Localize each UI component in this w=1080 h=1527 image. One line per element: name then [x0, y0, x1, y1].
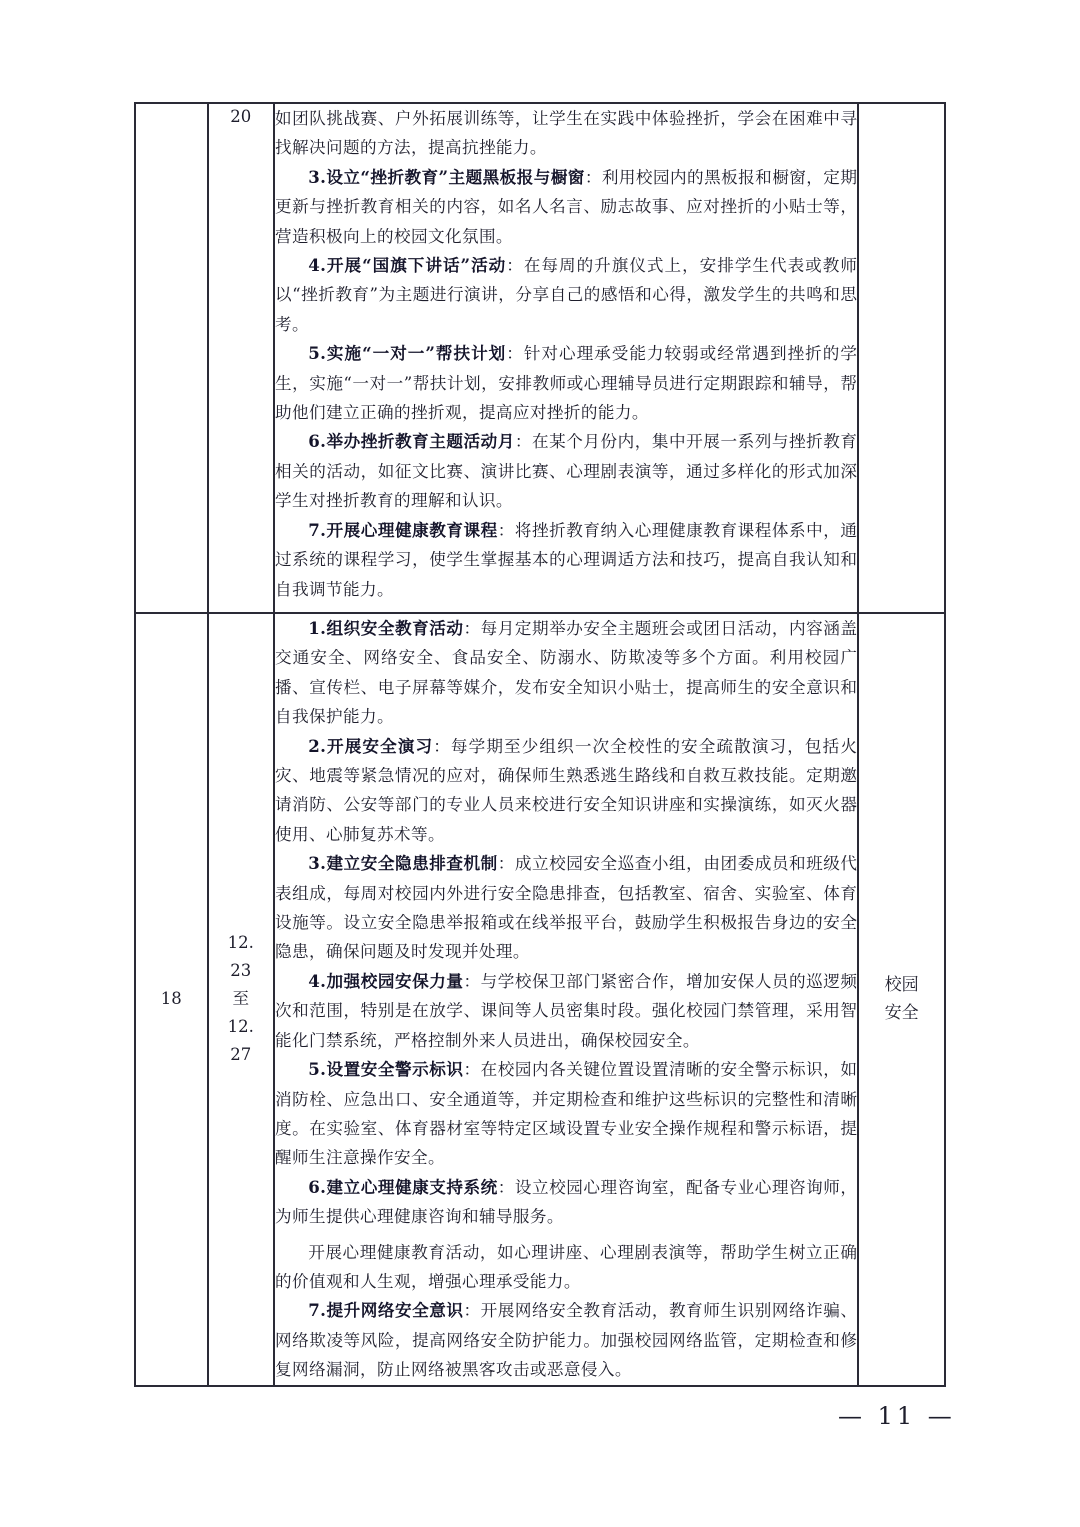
list-item — [275, 849, 857, 967]
table-row — [135, 613, 945, 1386]
item-title: 3.设立“挫折教育”主题黑板报与橱窗 — [308, 166, 585, 187]
date-line: 23 — [230, 961, 252, 981]
item-text: ：针对心理承受能力较弱或经常遇到挫折的学生，实施“一对一”帮扶计划，安排教师或心理辅导员进行定期跟踪和辅导，帮助他们建立正确的挫折观，提高应对挫折的能力。 — [275, 344, 858, 423]
item-text: 开展心理健康教育活动，如心理讲座、心理剧表演等，帮助学生树立正确的价值观和人生观，增强心理承受能力。 — [275, 1242, 858, 1291]
item-text: ：开展网络安全教育活动，教育师生识别网络诈骗、网络欺凌等风险，提高网络安全防护能力。加强校园网络监管，定期检查和修复网络漏洞，防止网络被黑客攻击或恶意侵入。 — [275, 1301, 858, 1380]
week-cell — [135, 103, 208, 613]
item-title: 2.开展安全演习 — [308, 735, 434, 756]
date-cell — [208, 613, 274, 1386]
date-range — [209, 929, 273, 1069]
item-text: ：在每周的升旗仪式上，安排学生代表或教师以“挫折教育”为主题进行演讲，分享自己的感悟和心得，激发学生的共鸣和思考。 — [275, 256, 858, 334]
item-title: 1.组织安全教育活动 — [308, 618, 464, 638]
item-title: 6.建立心理健康支持系统 — [308, 1176, 498, 1197]
list-item — [275, 339, 857, 427]
list-item — [275, 251, 857, 339]
content-cell — [274, 613, 858, 1386]
item-title: 5.设置安全警示标识 — [308, 1059, 464, 1080]
item-text: ：在某个月份内，集中开展一系列与挫折教育相关的活动，如征文比赛、演讲比赛、心理剧表演等，通过多样化的形式加深学生对挫折教育的理解和认识。 — [275, 432, 858, 511]
item-text: ：设立校园心理咨询室，配备专业心理咨询师，为师生提供心理健康咨询和辅导服务。 — [275, 1177, 858, 1227]
list-item — [275, 967, 857, 1055]
list-item — [275, 732, 857, 850]
theme-cell — [858, 103, 945, 613]
item-title: 4.开展“国旗下讲话”活动 — [308, 255, 507, 276]
item-text: ：将挫折教育纳入心理健康教育课程体系中，通过系统的课程学习，使学生掌握基本的心理调适方法和技巧，提高自我认知和自我调节能力。 — [275, 520, 858, 599]
list-item — [275, 427, 857, 515]
item-title: 7.提升网络安全意识 — [308, 1300, 464, 1321]
item-text: ：利用校园内的黑板报和橱窗，定期更新与挫折教育相关的内容，如名人名言、励志故事、应对挫折的小贴士等，营造积极向上的校园文化氛围。 — [275, 167, 858, 246]
week-cell: 18 — [135, 613, 208, 1386]
list-item — [275, 516, 857, 604]
date-line: 至 — [232, 989, 250, 1009]
list-item — [275, 104, 857, 163]
item-title: 6.举办挫折教育主题活动月 — [308, 431, 515, 452]
item-title: 4.加强校园安保力量 — [308, 970, 464, 991]
item-text: 如团队挑战赛、户外拓展训练等，让学生在实践中体验挫折，学会在困难中寻找解决问题的方法，提高抗挫能力。 — [275, 109, 858, 158]
item-title: 5.实施“一对一”帮扶计划 — [308, 343, 507, 364]
list-item — [275, 163, 857, 251]
item-text: ：每月定期举办安全主题班会或团日活动，内容涵盖交通安全、网络安全、食品安全、防溺水、防欺凌等多个方面。利用校园广播、宣传栏、电子屏幕等媒介，发布安全知识小贴士，提高师生的安全意识和自我保护能力。 — [275, 619, 858, 727]
date-cell: 20 — [208, 103, 274, 613]
item-text: ：在校园内各关键位置设置清晰的安全警示标识，如消防栓、应急出口、安全通道等，并定期检查和维护这些标识的完整性和清晰度。在实验室、体育器材室等特定区域设置专业安全操作规程和警示标语，提醒师生注意操作安全。 — [275, 1060, 858, 1168]
list-item — [275, 614, 857, 732]
date-line: 12. — [227, 933, 254, 953]
date-line: 27 — [230, 1045, 252, 1065]
item-text: ：与学校保卫部门紧密合作，增加安保人员的巡逻频次和范围，特别是在放学、课间等人员密集时段。强化校园门禁管理，采用智能化门禁系统，严格控制外来人员进出，确保校园安全。 — [275, 971, 858, 1050]
page-number: — 11 — — [838, 1402, 956, 1430]
content-cell — [274, 103, 858, 613]
item-text: ：每学期至少组织一次全校性的安全疏散演习，包括火灾、地震等紧急情况的应对，确保师生熟悉逃生路线和自救互救技能。定期邀请消防、公安等部门的专业人员来校进行安全知识讲座和实操演练，如灭火器使用、心肺复苏术等。 — [275, 736, 858, 844]
list-item — [275, 1238, 857, 1297]
list-item — [275, 1296, 857, 1384]
item-title: 7.开展心理健康教育课程 — [308, 519, 498, 540]
theme-line: 安全 — [884, 1003, 919, 1024]
table-row — [135, 103, 945, 613]
date-line: 12. — [227, 1017, 254, 1037]
theme-cell — [858, 613, 945, 1386]
list-item — [275, 1173, 857, 1232]
theme-line: 校园 — [884, 975, 919, 996]
schedule-table — [134, 102, 946, 1387]
item-text: ：成立校园安全巡查小组，由团委成员和班级代表组成，每周对校园内外进行安全隐患排查，包括教室、宿舍、实验室、体育设施等。设立安全隐患举报箱或在线举报平台，鼓励学生积极报告身边的安全隐患，确保问题及时发现并处理。 — [275, 854, 858, 962]
item-title: 3.建立安全隐患排查机制 — [308, 853, 498, 874]
theme-label — [859, 971, 944, 1027]
list-item — [275, 1055, 857, 1173]
